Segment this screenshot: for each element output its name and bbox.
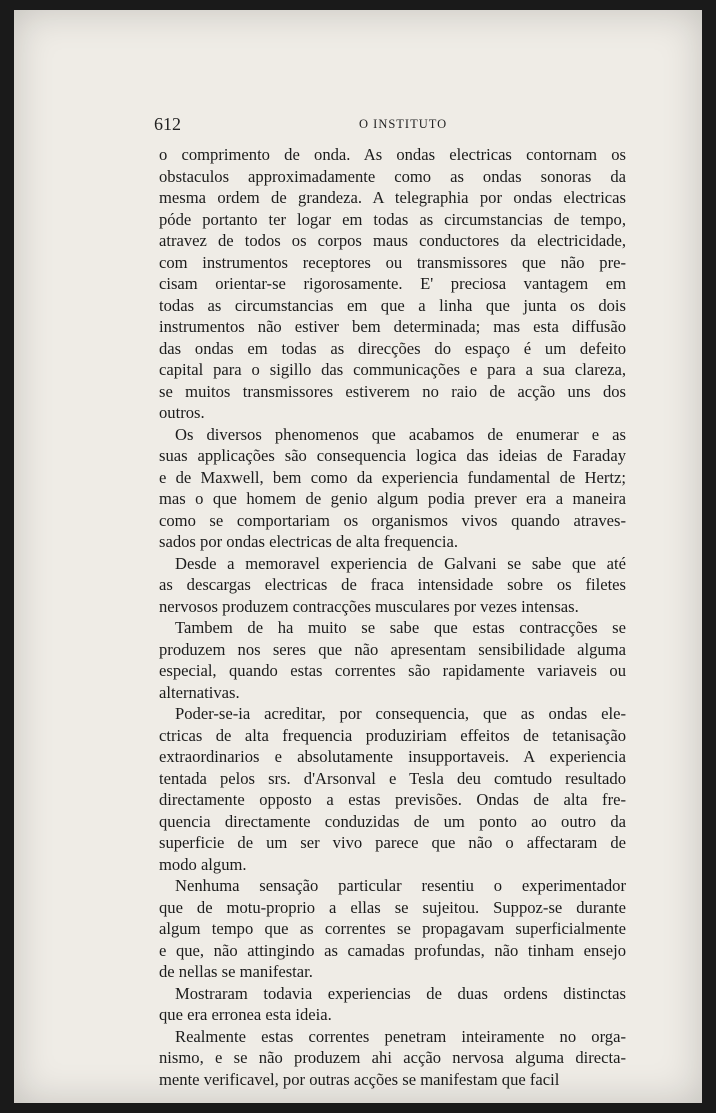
text-line: atravez de todos os corpos maus conductores da electricidade,: [159, 231, 626, 250]
text-line: que de motu-proprio a ellas se sujeitou. Suppoz-se durante: [159, 897, 626, 917]
text-line: Realmente estas correntes penetram inteiramente no orga-: [175, 1026, 626, 1046]
text-line: obstaculos approximadamente como as ondas sonoras da: [159, 166, 626, 186]
text-line: de nellas se manifestar.: [159, 962, 313, 981]
text-line: que era erronea esta ideia.: [159, 1005, 332, 1024]
text-line: e de Maxwell, bem como da experiencia fundamental de Hertz;: [159, 467, 626, 487]
text-line: as descargas electricas de fraca intensidade sobre os filetes: [159, 575, 626, 594]
paragraph: [159, 983, 626, 1026]
text-line: mente verificavel, por outras acções se manifestam que facil: [159, 1069, 560, 1089]
text-line: directamente opposto a estas previsões. Ondas de alta fre-: [159, 790, 626, 809]
page-number: 612: [154, 114, 181, 134]
paragraph: [159, 1026, 626, 1091]
text-line: cisam orientar-se rigorosamente. E' preciosa vantagem em: [159, 274, 626, 293]
text-line: suas applicações são consequencia logica das ideias de Faraday: [159, 446, 626, 465]
text-line: produzem nos seres que não apresentam sensibilidade alguma: [159, 639, 626, 659]
text-line: mesma ordem de grandeza. A telegraphia por ondas electricas: [159, 188, 626, 207]
text-line: quencia directamente conduzidas de um ponto ao outro da: [159, 811, 626, 831]
text-line: Poder-se-ia acreditar, por consequencia, que as ondas ele-: [175, 704, 626, 723]
text-line: Nenhuma sensação particular resentiu o experimentador: [175, 876, 626, 895]
text-line: ctricas de alta frequencia produziriam effeitos de tetanisação: [159, 725, 626, 745]
text-line: mas o que homem de genio algum podia prever era a maneira: [159, 489, 626, 508]
page-header: [154, 114, 644, 134]
text-line: extraordinarios e absolutamente insupportaveis. A experiencia: [159, 747, 626, 766]
paragraph: [159, 424, 626, 553]
text-line: todas as circumstancias em que a linha que junta os dois: [159, 295, 626, 315]
text-line: instrumentos não estiver bem determinada; mas esta diffusão: [159, 317, 626, 336]
text-line: das ondas em todas as direcções do espaço é um defeito: [159, 338, 626, 358]
paragraph: [159, 617, 626, 703]
text-line: especial, quando estas correntes são rapidamente variaveis ou: [159, 661, 626, 680]
text-line: e que, não attingindo as camadas profundas, não tinham ensejo: [159, 940, 626, 960]
paragraph: [159, 703, 626, 875]
text-line: Os diversos phenomenos que acabamos de enumerar e as: [175, 424, 626, 444]
text-line: algum tempo que as correntes se propagavam superficialmente: [159, 919, 626, 938]
text-line: superficie de um ser vivo parece que não o affectaram de: [159, 833, 626, 852]
text-line: com instrumentos receptores ou transmissores que não pre-: [159, 252, 626, 272]
text-line: sados por ondas electricas de alta frequencia.: [159, 532, 459, 551]
body-text: [159, 144, 626, 1090]
text-line: capital para o sigillo das communicações e para a sua clareza,: [159, 360, 626, 379]
text-line: Mostraram todavia experiencias de duas ordens distinctas: [175, 983, 626, 1003]
text-line: tentada pelos srs. d'Arsonval e Tesla deu comtudo resultado: [159, 768, 626, 788]
text-line: Desde a memoravel experiencia de Galvani se sabe que até: [175, 553, 626, 573]
paragraph: [159, 875, 626, 983]
text-line: Tambem de ha muito se sabe que estas contracções se: [175, 618, 626, 637]
text-line: nismo, e se não produzem ahi acção nervosa alguma directa-: [159, 1048, 626, 1067]
text-line: o comprimento de onda. As ondas electricas contornam os: [159, 145, 626, 164]
text-line: outros.: [159, 403, 205, 422]
paragraph: [159, 144, 626, 424]
text-line: póde portanto ter logar em todas as circumstancias de tempo,: [159, 209, 626, 229]
paragraph: [159, 553, 626, 618]
text-line: nervosos produzem contracções musculares por vezes intensas.: [159, 596, 579, 616]
text-line: modo algum.: [159, 854, 247, 874]
text-line: como se comportariam os organismos vivos quando atraves-: [159, 510, 626, 530]
text-line: se muitos transmissores estiverem no raio de acção uns dos: [159, 381, 626, 401]
text-line: alternativas.: [159, 682, 240, 702]
running-title: O INSTITUTO: [359, 117, 448, 131]
